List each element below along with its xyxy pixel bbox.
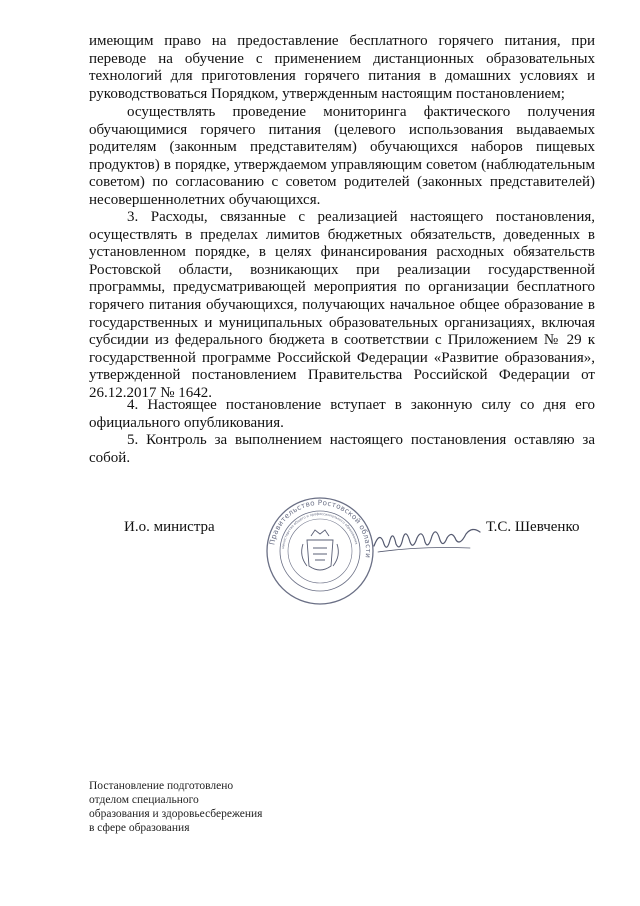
prepared-by-note — [89, 779, 262, 835]
paragraph-5-control: 5. Контроль за выполнением настоящего постановления оставляю за собой. — [89, 432, 595, 466]
paragraph-continuation: имеющим право на предоставление бесплатного горячего питания, при переводе на обучение с применением дистанционных образовательных технологий для приготовления горячего питания в домашних условиях и руководствоваться Порядком, утвержденным настоящим постановлением; — [89, 33, 595, 102]
footer-line: образования и здоровьесбережения — [89, 808, 263, 820]
svg-text:министерство общего и професси: министерство общего и профессионального образования — [281, 511, 359, 549]
svg-text:Правительство Ростовской облас: Правительство Ростовской области — [267, 497, 374, 559]
footer-line: Постановление подготовлено — [89, 780, 234, 792]
official-seal — [265, 496, 375, 606]
footer-line: в сфере образования — [89, 822, 190, 834]
handwritten-signature — [370, 516, 486, 560]
footer-line: отделом специального — [89, 794, 199, 806]
signatory-title: И.о. министра — [124, 519, 215, 535]
paragraph-3-expenses: 3. Расходы, связанные с реализацией настоящего постановления, осуществлять в пределах лимитов бюджетных обязательств, доведенных в установленном порядке, в целях финансирования расходных обязательств Ростовской области, возникающих при реализации государственной программы, предусматривающей мероприятия по организации бесплатного горячего питания обучающихся, получающих начальное общее образование в государственных и муниципальных образовательных организациях, включая субсидии из федерального бюджета в соответствии с Приложением № 29 к государственной программе Российской Федерации «Развитие образования», утвержденной постановлением Правительства Российской Федерации от 26.12.2017 № 1642. — [89, 209, 595, 401]
signatory-name: Т.С. Шевченко — [486, 519, 580, 535]
paragraph-monitoring: осуществлять проведение мониторинга фактического получения обучающимися горячего питания (целевого использования выдаваемых родителям (законным представителям) обучающихся наборов пищевых продуктов) в порядке, утверждаемом управляющим советом (наблюдательным советом) по согласованию с советом родителей (законных представителей) несовершеннолетних обучающихся. — [89, 104, 595, 208]
paragraph-4-effect: 4. Настоящее постановление вступает в законную силу со дня его официального опубликования. — [89, 397, 595, 431]
